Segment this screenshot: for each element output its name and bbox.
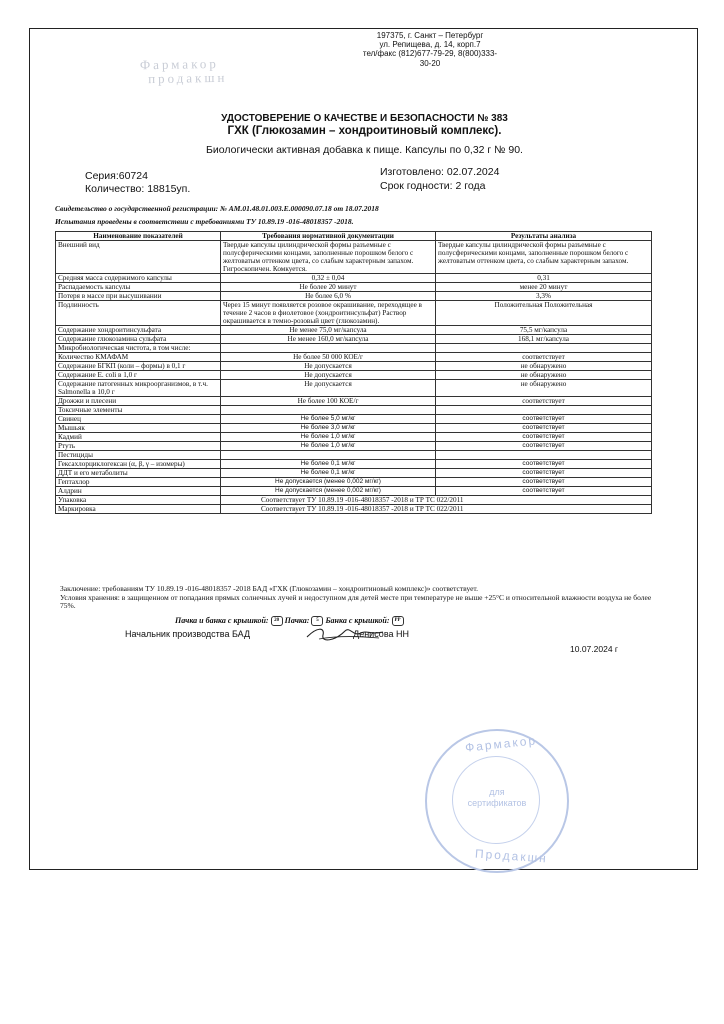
indicator-name-cell: Пестициды [56,451,221,460]
result-cell: не обнаружено [436,362,652,371]
requirement-cell: Не более 50 000 КОЕ/г [221,353,436,362]
result-cell: менее 20 минут [436,283,652,292]
requirement-cell: Не более 100 КОЕ/г [221,397,436,406]
result-cell: соответствует [436,415,652,424]
requirement-cell: Не более 1,0 мг/кг [221,442,436,451]
table-row [56,241,652,274]
indicator-name-cell: Внешний вид [56,241,221,274]
handwritten-signature [305,623,385,643]
result-cell: 75,5 мг/капсула [436,326,652,335]
recycle-code: PP [394,618,401,624]
result-cell: соответствует [436,487,652,496]
stamp-middle-line: сертификатов [467,798,527,808]
quantity: Количество: 18815уп. [85,183,191,195]
requirement-cell [221,406,436,415]
table-row [56,353,652,362]
result-cell [436,406,652,415]
manufacture-date: Изготовлено: 02.07.2024 [380,166,500,178]
indicator-name-cell: Маркировка [56,505,221,514]
indicator-name-cell: Ртуть [56,442,221,451]
result-cell: Положительная Положительная [436,301,652,326]
indicator-name-cell: Содержание E. coli в 1,0 г [56,371,221,380]
table-row [56,344,652,353]
indicator-name-cell: Свинец [56,415,221,424]
result-cell: соответствует [436,424,652,433]
result-cell [436,344,652,353]
indicator-name-cell: Дрожжи и плесени [56,397,221,406]
storage-conditions: Условия хранения: в защищенном от попадания прямых солнечных лучей и недоступном для детей месте при температуре не выше +25°С и относительной влажности воздуха не более 75%. [60,592,652,611]
table-row [56,301,652,326]
recycle-code: 20 [274,618,280,624]
requirement-cell [221,451,436,460]
stamp-middle-text [427,787,567,809]
address-line: тел/факс (812)677-79-29, 8(800)333- [362,49,498,59]
indicator-name-cell: Распадаемость капсулы [56,283,221,292]
result-cell [436,451,652,460]
requirement-cell: Не допускается [221,362,436,371]
requirement-cell: Не допускается (менее 0,002 мг/кг) [221,487,436,496]
stamp-top-text: Фармакор [464,733,538,755]
table-row [56,380,652,397]
requirement-cell: Твердые капсулы цилиндрической формы разъемные с полусферическими концами, заполненные порошком белого с желтоватым оттенком цвета, со слабым характерным запахом. Гигроскопичен. Комкуется. [221,241,436,274]
table-row [56,505,652,514]
table-row [56,326,652,335]
recycle-icon [271,616,283,626]
table-row [56,274,652,283]
requirement-cell: Не более 0,1 мг/кг [221,460,436,469]
conclusion-text: Заключение: требованиям ТУ 10.89.19 -016-48018357 -2018 БАД «ГХК (Глюкозамин – хондроитиновый комплекс)» соответствует. [60,584,479,593]
certificate-page [29,28,698,870]
result-cell: не обнаружено [436,380,652,397]
packaging-label: Пачка: [284,616,310,625]
requirement-cell: Не более 20 минут [221,283,436,292]
table-row [56,397,652,406]
company-address [335,31,525,68]
recycle-code: 5 [316,618,319,624]
indicator-name-cell: Микробиологическая чистота, в том числе: [56,344,221,353]
table-row [56,469,652,478]
table-row [56,406,652,415]
result-cell: 3,3% [436,292,652,301]
address-line: ул. Репищева, д. 14, корп.7 [379,40,481,50]
indicator-name-cell: Гептахлор [56,478,221,487]
company-logo [140,56,290,87]
series-number: Серия:60724 [85,170,148,182]
recycle-icon [392,616,404,626]
result-cell: соответствует [436,397,652,406]
shelf-life: Срок годности: 2 года [380,180,486,192]
registration-note: Свидетельство о государственной регистрации: № AM.01.48.01.003.E.000090.07.18 от 18.07.2018 [55,204,379,213]
table-row [56,487,652,496]
tests-note: Испытания проведены в соответствии с требованиями ТУ 10.89.19 -016-48018357 -2018. [55,217,354,226]
indicator-name-cell: Упаковка [56,496,221,505]
requirement-cell: Через 15 минут появляется розовое окрашивание, переходящее в течение 2 часов в фиолетовое (хондроитинсульфат) Раствор окрашивается в темно-розовый цвет (глюкозамин). [221,301,436,326]
result-cell: соответствует [436,478,652,487]
product-name: ГХК (Глюкозамин – хондроитиновый комплекс). [227,125,502,137]
indicator-name-cell: Содержание хондроитинсульфата [56,326,221,335]
result-cell: не обнаружено [436,371,652,380]
table-row [56,292,652,301]
result-cell: соответствует [436,460,652,469]
result-cell: соответствует [436,433,652,442]
requirement-cell [221,344,436,353]
packaging-label: Пачка и банка с крышкой: [175,616,269,625]
quality-table [55,231,652,514]
table-row [56,283,652,292]
indicator-name-cell: Гексахлорциклогексан (α, β, γ – изомеры) [56,460,221,469]
indicator-name-cell: Потеря в массе при высушивании [56,292,221,301]
column-header: Результаты анализа [436,232,652,241]
stamp-middle-line: для [489,787,505,797]
requirement-cell: Не менее 75,0 мг/капсула [221,326,436,335]
company-stamp [425,729,569,873]
table-row [56,433,652,442]
indicator-name-cell: Содержание патогенных микроорганизмов, в т.ч. Salmonella в 10,0 г [56,380,221,397]
result-cell: соответствует [436,442,652,451]
requirement-cell: Не более 0,1 мг/кг [221,469,436,478]
address-line: 30-20 [419,58,441,68]
result-cell: 0,31 [436,274,652,283]
table-row [56,496,652,505]
table-row [56,478,652,487]
table-row [56,424,652,433]
table-row [56,415,652,424]
requirement-cell: Не допускается [221,380,436,397]
signatory-position: Начальник производства БАД [125,629,251,639]
requirement-cell: Не более 5,0 мг/кг [221,415,436,424]
logo-line-1: Фармакор [139,55,219,73]
indicator-name-cell: Содержание глюкозамина сульфата [56,335,221,344]
table-row [56,451,652,460]
signing-date: 10.07.2024 г [570,644,619,654]
requirement-cell: Не допускается [221,371,436,380]
indicator-name-cell: Алдрин [56,487,221,496]
stamp-bottom-text: Продакшн [474,846,549,866]
requirement-cell: Не более 6,0 % [221,292,436,301]
packaging-label: Банка с крышкой: [325,616,390,625]
requirement-cell: Не менее 160,0 мг/капсула [221,335,436,344]
address-line: 197375, г. Санкт – Петербург [376,31,484,40]
product-description: Биологически активная добавка к пище. Капсулы по 0,32 г № 90. [206,144,523,156]
requirement-cell: Соответствует ТУ 10.89.19 -016-48018357 -2018 и ТР ТС 022/2011 [221,505,652,514]
indicator-name-cell: Мышьяк [56,424,221,433]
table-row [56,460,652,469]
table-row [56,371,652,380]
column-header: Наименование показателей [56,232,221,241]
result-cell: соответствует [436,353,652,362]
logo-line-2: продакшн [147,69,228,87]
result-cell: 168,1 мг/капсула [436,335,652,344]
requirement-cell: Соответствует ТУ 10.89.19 -016-48018357 -2018 и ТР ТС 022/2011 [221,496,652,505]
indicator-name-cell: Содержание БГКП (коли – формы) в 0,1 г [56,362,221,371]
table-row [56,335,652,344]
indicator-name-cell: Средняя масса содержимого капсулы [56,274,221,283]
indicator-name-cell: Токсичные элементы [56,406,221,415]
column-header: Требования нормативной документации [221,232,436,241]
certificate-title: УДОСТОВЕРЕНИЕ О КАЧЕСТВЕ И БЕЗОПАСНОСТИ № 383 [221,113,508,124]
conclusion-block [60,585,660,611]
requirement-cell: Не допускается (менее 0,002 мг/кг) [221,478,436,487]
indicator-name-cell: Кадмий [56,433,221,442]
table-row [56,442,652,451]
requirement-cell: Не более 1,0 мг/кг [221,433,436,442]
requirement-cell: Не более 3,0 мг/кг [221,424,436,433]
table-body [56,241,652,514]
result-cell: Твердые капсулы цилиндрической формы разъемные с полусферическими концами, заполненные порошком белого с желтоватым оттенком цвета, со слабым характерным запахом. [436,241,652,274]
signatory-name: Денисова НН [353,629,409,639]
result-cell: соответствует [436,469,652,478]
indicator-name-cell: Количество КМАФАМ [56,353,221,362]
requirement-cell: 0,32 ± 0,04 [221,274,436,283]
indicator-name-cell: ДДТ и его метаболиты [56,469,221,478]
indicator-name-cell: Подлинность [56,301,221,326]
table-row [56,362,652,371]
